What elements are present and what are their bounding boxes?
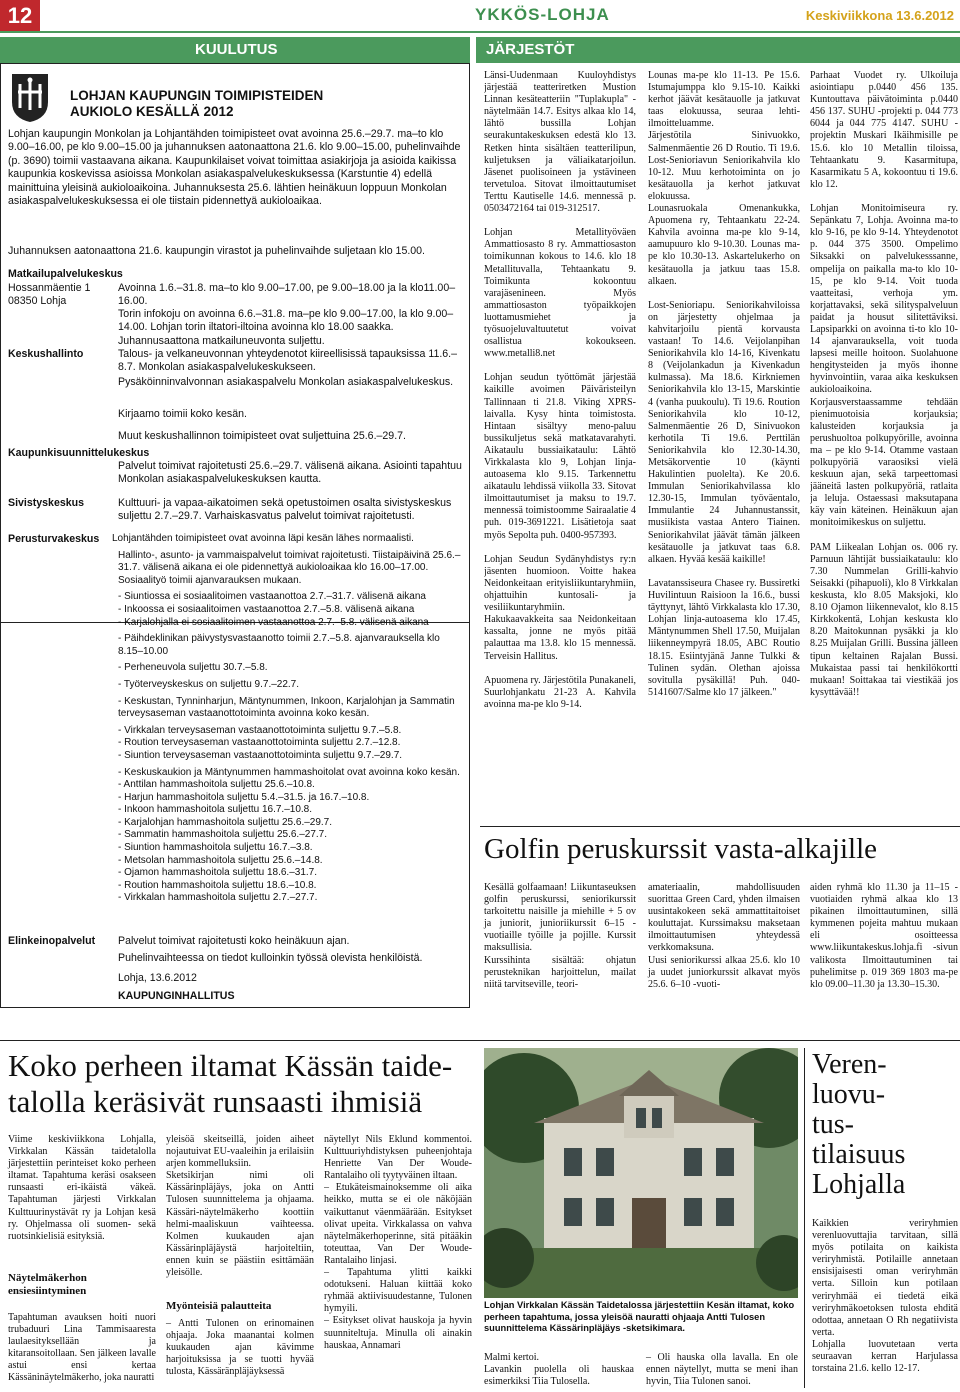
sivistyskeskus-heading: Sivistyskeskus [8, 497, 84, 509]
jarjestot-column-3: Parhaat Vuodet ry. Ulkoiluja asiointiapu p.0440 456 135. Kuntouttava päivätoiminta p.0440 456 137. SUHU -projekti p. 044 773 6044 ja 044 775 4147. SUHU -projektin Muskari Ikäihmisille pe 15.6. klo 10 Metallin tiloissa, Tehtaankatu 9. Kasarmitupa, Kasarmikatu 5 A, kokoontuu ti 19.6. klo 12. Lohjan Monitoimiseura ry. Sepänkatu 7, Lohja. Avoinna ma-to klo 9-16, pe klo 9-14. Yhteydenotot p. 044 375 3500. Ompelimo Siksakki on palvelukesssanne, ompelija on paikalla ma-to klo 10-15, pe klo 9-14. Voit tuoda vaatteitasi, verhoja ym. korjattavaksi, sekä silityspalveluun paidat ja housut silitettäviksi. Lapsiparkki on avoinna ti-to klo 10-14 ajanvarauksella, voit tuoda lapsesi meille hoitoon. Suolahuone hengitysteiden ja myös ihonne hyvinvointiin, varaa aika keskuksen aukioloaikoina. Korjausverstaassamme tehdään pienimuotoisia korjauksia; kalusteiden korjauksia ja perushuoltoa polkupyörille, avoinna ma – pe klo 9-14. Otamme vastaan polkupyöriä varaosiksi vielä keskuun ajan, sekä tarpeettomasi jääneitä lasten polkupyöriä, ratlaita ja leluja. Ostaessasi maksutapana käy vain käteinen. Heinäkuun ajan monitoimikeskus on suljettu. PAM Liikealan Lohjan os. 006 ry. Parnuun lähtijät bussiaikataulu: klo 7.30 Nummelan Grilli-kahvio Seisakki (pihapuoli), klo 8 Virkkalan keskusta, klo 8.05 Maksjoki, klo 8.10 Ojamon liikennevalot, klo 8.15 Kirkkokentä, Lohjan keskusta klo 8.20 Maitokunnan pysäkki ja klo 8.25 Muijalan Grilli. Bussina jälleen tipun keltainen Rajalan Bussi. Mukaistaa passi tai henkilökortti mukaan! Soittakaa tai viestikää jos kysyttävää!! [810, 70, 958, 698]
perhe-column-2b: – Antti Tulonen on erinomainen ohjaaja. Joka maanantai kolmen kuukauden ajan kävimme harjoituksissa ja se tuotti hyvää tulosta, Kässäränpläjäyksessä [166, 1318, 314, 1378]
kuulutus-band-label: KUULUTUS [195, 41, 278, 58]
perhe-column-1b: Tapahtuman avauksen hoiti nuori trubaduuri Lina Tammisaaresta laulaesityksellään ja kitaransoitollaan. Sen jälkeen lavalle astui ensi kertaa Kässäninäytelmäkerho, joka nauratti [8, 1312, 156, 1384]
perusturva-line: - Keskuskaukion ja Mäntynummen hammashoitolat ovat avoinna koko kesän. [118, 766, 460, 778]
golf-column-2: amateriaalin, mahdollisuuden suorittaa Green Card, yhden ilmaisen uusintakokeen sekä ammattitaitoiset kouluttajat. Kurssimaksu maksetaan ilmoittautumisen yhteydessä verkkomaksuna. Uusi seniorikurssi alkaa 25.6. klo 10 ja uudet juniorkurssit alkavat myös 25.6. 6–10 -vuoti- [648, 882, 800, 990]
perusturva-line: - Siuntion hammashoitola suljettu 16.7.–3.8. [118, 842, 313, 854]
perhe-headline-2: talolla keräsivät runsaasti ihmisiä [8, 1084, 423, 1119]
golf-headline: Golfin peruskurssit vasta-alkajille [484, 833, 878, 865]
jarjestot-band-label: JÄRJESTÖT [486, 41, 575, 58]
perusturva-line: Lohjantähden toimipisteet ovat avoinna läpi kesän lähes normaalisti. [112, 533, 414, 544]
perhe-column-1: Viime keskiviikkona Lohjalla, Virkkalan Kässän taidetalolla järjestettiin perinteiset koko perheen iltamat. Tapahtuma keräsi osakseen runsaasti eri-ikäistä väkeä. Tapahtuman järjesti Virkkalan Kulttuurinystävät ry ja Lohjan kesä ry. Ohjelmassa oli suomen- sekä ruotsinkielisiä esityksiä. [8, 1134, 156, 1242]
perusturva-line: - Inkoon hammashoitola suljettu 16.7.–10.8. [118, 804, 313, 816]
perusturva-line: - Sammatin hammashoitola suljettu 25.6.–27.7. [118, 829, 327, 841]
perusturva-line: - Virkkalan terveysaseman vastaanottotoiminta suljettu 9.7.–5.8. [118, 724, 402, 736]
kuulutus-footer-1: Puhelinvaihteessa on tiedot kulloinkin työssä olevista henkilöistä. [118, 952, 423, 964]
sivistyskeskus-text: Kulttuuri- ja vapaa-aikatoimen sekä opetustoimen osalta sivistyskeskus suljettu 2.7.–29.7. Varhaiskasvatus palvelut toimivat rajoitetusti. [118, 497, 452, 523]
matkailu-heading: Matkailupalvelukeskus [8, 268, 123, 280]
perhe-subhead-2: Myönteisiä palautteita [166, 1300, 272, 1312]
perusturva-heading: Perusturvakeskus [8, 533, 100, 545]
jarjestot-band [476, 37, 960, 63]
perusturva-line: - Roution hammashoitola suljettu 18.6.–10.8. [118, 879, 317, 891]
veren-headline-4: tilaisuus [812, 1139, 906, 1170]
matkailu-address-2: 08350 Lohja [8, 295, 67, 307]
perusturva-line: Hallinto-, asunto- ja vammaispalvelut toimivat rajoitetusti. Tiistaipäivinä 25.6.– 31.7. välisenä aikana ei ole pidennettyä aukioloaikaa klo 16.00–17.00. Sosiaalityö toimii ajanvarauksen mukaan. [118, 549, 461, 586]
perhe-column-4: Malmi kertoi. Lavankin puolella oli hauskaa esimerkiksi Tiia Tulosella. [484, 1352, 634, 1388]
kaupunkisuunnittelu-text: Palvelut toimivat rajoitetusti 25.6.–29.7. välisenä aikana. Asiointi tapahtuu Monkolan asiakaspalvelukeskuksen kautta. [118, 460, 462, 486]
kuulutus-band [0, 37, 470, 63]
jarjestot-column-1: Länsi-Uudenmaan Kuuloyhdistys järjestää teatteriretken Mustion Linnan kesäteatteriin "Tuplakupla" -näytelmään 14.7. Esitys alkaa klo 14, lähtö bussilla Lohjan seurakuntakeskuksen edestä klo 13. Retken hinta sisältäen teatterilipun, kuljetuksen ja väliaikatarjoilun. Jäsenet puolisoineen ja ystävineen tervetuloa. Sitovat ilmoittautumiset Terttu Kautiselle 14.6. mennessä p. 0503472164 tai 019-312517. Lohjan Metallityöväen Ammattiosasto 8 ry. Ammattiosaston toimikunnan kokous to 14.6. klo 18 Metallituvalla, Tehtaankatu 9. Toimikunta kokoontuu varajäsenineen. Myös ammattiosaston työpaikkojen luottamusmiehet ja työsuojeluvaltuutetut voivat osallistua kokoukseen. www.metalli8.net Lohjan seudun työttömät järjestää kaikille avoimen Päiväristeilyn Tallinnaan ti 21.8. Viking XPRS-laivalla. Kysy hinta toimistosta. Hintaan sisältyy meno-paluu bussikuljetus sekä matkatavarahyti. Aikataulu bussiaikataulu: Lähtö Virkkalasta klo 9, Lohjan linja-autoasema klo 9.15. Tarkennettu aikataulu lehdissä viikolla 33. Sitovat ilmoittautumiset ja maksu to 19.7. mennessä toimistoomme Sairaalatie 4 puh. 019-3691221. Lisätietoja saat myös Sepolta puh. 0400-957393. Lohjan Seudun Sydänyhdistys ry:n jäsenten huomioon. Voitte hakea Neidonkeitaan erityisliikuntaryhmiin, ohjattuihin kuntosali- ja vesiliikuntaryhmiin. Hakukaavakkeita saa Neidonkeitaan kassalta, jonne ne myös pitää palauttaa ma 13.8. klo 15 mennessä. Terveisin Hallitus. Apuomena ry. Järjestötila Punakaneli, Suurlohjankatu 21-23 A. Kahvila avoinna ma-pe klo 9-14. [484, 70, 636, 710]
veren-headline-2: luovu- [812, 1079, 886, 1110]
veren-headline-3: tus- [812, 1109, 854, 1140]
keskushallinto-4: Muut keskushallinnon toimipisteet ovat suljettuina 25.6.–29.7. [118, 430, 406, 442]
perusturva-line: - Virkkalan hammashoitola suljettu 2.7.–27.7. [118, 892, 318, 904]
kuulutus-juhannus: Juhannuksen aatonaattona 21.6. kaupungin virastot ja puhelinvaihde suljetaan klo 15.00. [8, 245, 425, 257]
keskushallinto-3: Kirjaamo toimii koko kesän. [118, 408, 247, 420]
golf-column-1: Kesällä golfaamaan! Liikuntaseuksen golfin peruskurssi, seniorikurssit tarkoitettu naisille ja miehille + 5 ov ja juniorit, junioriikurssit 6–15 -vuotiaille työille ja pojille. Kurssit maksullisia. Kurssihinta sisältää: ohjatun perusteknikan harjoittelun, mailat niitä tarvitseville, teori- [484, 882, 636, 990]
perusturva-line: - Inkoossa ei sosiaalitoimen vastaanottoa 2.7.–5.8. välisenä aikana [118, 603, 415, 615]
issue-date: Keskiviikkona 13.6.2012 [805, 8, 954, 23]
perhe-headline-1: Koko perheen iltamat Kässän taide- [8, 1048, 453, 1083]
header-rule [0, 31, 960, 33]
perusturva-line: - Keskustan, Tynninharjun, Mäntynummen, Inkoon, Karjalohjan ja Sammatin terveysaseman vastaanottotoiminta avoinna koko kesän. [118, 695, 455, 720]
perhe-column-2: yleisöä skeitseillä, joiden aiheet nojautuivat EU-vaaleihin ja erilaisiin arjen kommelluksiin. Sketsikirjan nimi oli Kässärinpläjäys, joka on Antti Tulosen suunnittelema ja ohjaama. Kässäri-näytelmäkerho koottiin helmi-maaliskuun vaihteessa. Kolmen kuukauden ajan Kässärinpläjäystä harjoiteltiin, ennen kuin se päästiin esittämään yleisölle. [166, 1134, 315, 1279]
kuulutus-title-2: AUKIOLO KESÄLLÄ 2012 [70, 104, 234, 119]
matkailu-infokoju: Torin infokoju on avoinna 6.6.–31.8. ma–pe klo 9.00–17.00, la klo 9.00–14.00. Lohjan torin iltatori-iltoina avoinna klo 18.00 saakka. Juhannusaattona matkailuneuvonta suljettu. [118, 308, 454, 347]
perusturva-line: - Työterveyskeskus on suljettu 9.7.–22.7. [118, 678, 300, 690]
paper-name: YKKÖS-LOHJA [475, 5, 610, 24]
perusturva-line: - Karjalohjalla ei sosiaalitoimen vastaanottoa 2.7.–5.8. välisenä aikana [118, 616, 429, 628]
photo-caption: Lohjan Virkkalan Kässän Taidetalossa järjestettiin Kesän iltamat, koko perheen tapahtuma, jossa yleisöä nauratti ohjaaja Antti Tulosen suunnittelema Kässärinpläjäys -sketsikimara. [484, 1300, 795, 1333]
perusturva-line: - Metsolan hammashoitola suljettu 25.6.–14.8. [118, 854, 323, 866]
perusturva-line: - Roution terveysaseman vastaanottotoiminta suljettu 2.7.–12.8. [118, 737, 401, 749]
keskushallinto-2: Pysäköinninvalvonnan asiakaspalvelu Monkolan asiakaspalvelukeskus. [118, 376, 454, 388]
keskushallinto-heading: Keskushallinto [8, 348, 84, 360]
kassan-taidetalo-photo [484, 1048, 798, 1298]
page-number: 12 [0, 0, 40, 32]
kuulutus-title-1: LOHJAN KAUPUNGIN TOIMIPISTEIDEN [70, 88, 324, 103]
keskushallinto-1: Talous- ja velkaneuvonnan yhteydenotot kiireellisissä tapauksissa 11.6.–8.7. Monkolan asiakaspalvelukeskukseen. [118, 348, 458, 374]
perusturva-line: - Ojamon hammashoitola suljettu 18.6.–31.7. [118, 867, 317, 879]
veren-headline-5: Lohjalla [812, 1169, 906, 1200]
perusturva-line: - Harjun hammashoitola suljettu 5.4.–31.5. ja 16.7.–10.8. [118, 791, 370, 803]
matkailu-hours: Avoinna 1.6.–31.8. ma–to klo 9.00–17.00, pe 9.00–18.00 ja la klo11.00–16.00. [118, 282, 456, 308]
perhe-subhead-1: Näytelmäkerhon ensiesiintyminen [8, 1272, 87, 1297]
golf-rule [480, 826, 960, 827]
perhe-rule [0, 1040, 960, 1041]
jarjestot-column-2: Lounas ma-pe klo 11-13. Pe 15.6. Istumajumppa klo 9.15-10. Kaikki kerhot jäävät kesätauolle ja jatkuvat taas elokuussa, seuraa lehti-ilmoitteluamme. Järjestötila Sinivuokko, Salmenmäentie 26 D Routio. Ti 19.6. Lost-Senioriavun Seniorikahvila klo 10-12. Muu kerhotoiminta on jo kesätauolla ja kerhot jatkuvat elokuussa. Lounasruokala Omenankukka, Apuomena ry, Tehtaankatu 22-24. Kahvila avoinna ma-pe klo 9-14, aamupuuro klo 9-10.30. Lounas ma-pe klo 10.30-13. Askartelukerho on kesätauolla ja jatkuu taas 15.8. alkaen. Lost-Senioriapu. Seniorikahviloissa on järjestetty ohjelmaa ja kahvitarjoilu pientä korvausta vastaan! To 14.6. Veijolanpihan Seniorikahvila klo 14-16, Kivenkatu 8 (Veijolankadun ja Kivenkadun kulmassa). Ma 18.6. Kirkniemen Seniorikahvila klo 13-15, Marskintie 4 (vanha puukoulu). Ti 19.6. Roution Seniorikahvila klo 10-12, Salmenmäentie 26 D, Sinivuokon kerhotila Ti 19.6. Perttilän Seniorikahvila klo 12.30-14.30, Metsäkorventie 10 (käynti Hakulintien puolelta). Ke 20.6. Immulan Seniorikahvilassa klo 12.30-15, Immulan työväentalo, Immulantie 24 Juhannustanssit, musiikista vastaa Antero Tiainen. Seniorikahvilat jäävät tämän jälkeen kesätauolle ja jatkuvat taas 6.8. alkaen. Hyvää kesää kaikille! Lavatanssiseura Chasee ry. Bussiretki Huvilintuun Raisioon la 16.6., bussi täyttynyt, lähtö Virkkalasta klo 17.30, Lohjan linja-autoasema klo 17.45, Mäntynummen Shell 17.50, Muijalan liikenneympyrä 18.05, ABC Routio 18.15. Esiintyjänä Janne Tulkki & Tulinen sydän. Olethan ajoissa sovitulla pysäkillä! Puh. 040-5141607/Salme klo 17 jälkeen." [648, 70, 800, 698]
veren-headline-1: Veren- [812, 1049, 887, 1080]
kuulutus-footer-2: Lohja, 13.6.2012 [118, 972, 197, 984]
kuulutus-intro: Lohjan kaupungin Monkolan ja Lohjantähden toimipisteet ovat avoinna 25.6.–29.7. ma–to klo 9.00–16.00, pe klo 9.00–15.00 ja juhannuksen aatonaattona 21.6. klo 9.00–15.00, puhelinvaihde (p. 3690) toimii vastaavana aikana. Kaupunkilaiset voivat toimittaa asiakirjoja ja asioida kaikissa kaupunkia koskevissa asioissa Monkolan asiakaspalvelukeskuksessa (Karstuntie 4) edellä mainittuina yleisinä aukioloaikoina. Juhannuksesta 25.6. lähtien heinäkuun loppuun Monkolan asiakaspalvelukeskuksessa ei ole tiistain pidennettyä aukioloaikaa. [8, 128, 461, 208]
perhe-column-3: näytellyt Nils Eklund kommentoi. Kulttuuriyhdistyksen puheenjohtaja Henriette Van Der Woude-Rantalaiho oli tyytyväinen iltaan. – Etukäteismainoksemme oli aika heikko, mutta se ei ole näköjään vaikuttanut väenmäärään. Esitykset olivat upeita. Virkkalassa on vahva näytelmäkerhoperinne, sitä pitääkin toteuttaa, Van Der Woude-Rantalaiho linjasi. – Tapahtuma ylitti kaikki odotukseni. Haluan kiittää koko ryhmää aktiivisuudestanne, Tulonen hymyili. – Esitykset olivat hauskoja ja hyvin suunniteltuja. Minulla oli ainakin hauskaa, Annamari [324, 1134, 472, 1351]
elinkeino-heading: Elinkeinopalvelut [8, 935, 96, 947]
kuulutus-border [0, 63, 470, 1008]
matkailu-address-1: Hossanmäentie 1 [8, 282, 91, 294]
perhe-column-5: – Oli hauska olla lavalla. En ole ennen näytellyt, mutta se meni ihan hyvin, Tiia Tulonen sanoi. [646, 1352, 798, 1388]
perusturva-line: - Perheneuvola suljettu 30.7.–5.8. [118, 662, 268, 674]
perusturva-line: - Anttilan hammashoitola suljettu 25.6.–10.8. [118, 779, 315, 791]
kuulutus-signature: KAUPUNGINHALLITUS [118, 990, 235, 1002]
perusturva-line: - Siuntiossa ei sosiaalitoimen vastaanottoa 2.7.–31.7. välisenä aikana [118, 591, 426, 603]
perusturva-line: - Siuntion terveysaseman vastaanottotoiminta suljettu 9.7.–29.7. [118, 749, 403, 761]
veren-text: Kaikkien veriryhmien verenluovuttajia tarvitaan, sillä myös potilaita on kaikista veriryhmistä. Potilaille annetaan ensisijaisesti oman veriryhmän verta. Silloin kun potilaan veriryhmää ei tiedetä eikä veriryhmäkoetoksen tulosta ehditä odottaa, annetaan O Rh negatiivista verta. Lohjalla luovutetaan verta seuraavan kerran Harjulassa torstaina 21.6. kello 12-17. [812, 1218, 958, 1375]
elinkeino-text: Palvelut toimivat rajoitetusti koko heinäkuun ajan. [118, 935, 350, 947]
perusturva-line: - Päihdeklinikan päivystysvastaanotto toimii 2.7.–5.8. ajanvarauksella klo 8.15–10.00 [118, 633, 440, 657]
perusturva-line: - Karjalohjan hammashoitola suljettu 25.6.–29.7. [118, 816, 333, 828]
golf-column-3: aiden ryhmä klo 11.30 ja 11–15 -vuotiaiden ryhmä alkaa klo 13 pikainen ilmoittautuminen, sillä kymmenen pojeita mahtuu mukaan eli osoitteessa www.liikuntakeskus.lohja.fi -sivun valikosta Ilmoittautuminen tai puhelimitse p. 019 369 1803 ma-pe klo 09.00–11.30 ja 13.30–15.30. [810, 882, 958, 990]
kaupunkisuunnittelu-heading: Kaupunkisuunnittelukeskus [8, 447, 150, 459]
veren-divider [804, 1048, 805, 1388]
